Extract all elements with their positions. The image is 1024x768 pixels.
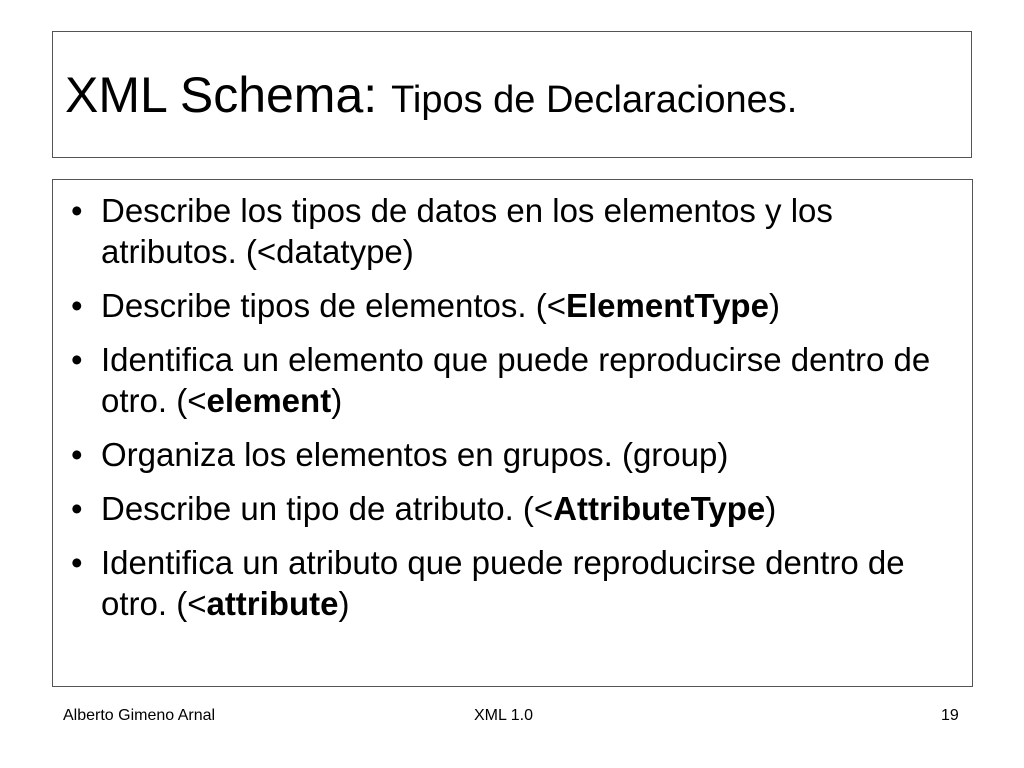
bullet-text-post: ) xyxy=(768,287,780,324)
footer-topic: XML 1.0 xyxy=(474,707,533,724)
bullet-text-bold: element xyxy=(206,382,332,419)
bullet-text-post: ) xyxy=(338,585,350,622)
slide-title xyxy=(65,66,798,123)
bullet-icon: • xyxy=(71,341,83,378)
bullet-text: Organiza los elementos en grupos. (group) xyxy=(101,436,729,473)
bullet-item xyxy=(65,190,952,272)
bullet-text: Identifica un atributo que puede reproducirse dentro de otro. (< xyxy=(101,544,905,622)
bullet-text: Describe un tipo de atributo. (< xyxy=(101,490,554,527)
bullet-text-bold: ElementType xyxy=(565,287,769,324)
bullet-text-bold: AttributeType xyxy=(553,490,766,527)
bullet-icon: • xyxy=(71,544,83,581)
bullet-text: Identifica un elemento que puede reproducirse dentro de otro. (< xyxy=(101,341,931,419)
bullet-item xyxy=(65,542,952,624)
bullet-item xyxy=(65,339,952,421)
slide-title-sub: Tipos de Declaraciones. xyxy=(391,78,798,121)
bullet-text-bold: attribute xyxy=(206,585,339,622)
bullet-text: Describe tipos de elementos. (< xyxy=(101,287,566,324)
bullet-icon: • xyxy=(71,192,83,229)
bullet-text-post: ) xyxy=(765,490,777,527)
bullet-text: Describe los tipos de datos en los elementos y los atributos. (<datatype) xyxy=(101,192,833,270)
bullet-icon: • xyxy=(71,436,83,473)
footer-author: Alberto Gimeno Arnal xyxy=(63,707,216,724)
bullet-item xyxy=(65,285,952,326)
footer-page-number: 19 xyxy=(941,707,959,724)
bullet-item xyxy=(65,434,952,475)
slide-title-box xyxy=(52,31,972,158)
bullet-list xyxy=(65,190,952,624)
bullet-item xyxy=(65,488,952,529)
bullet-icon: • xyxy=(71,490,83,527)
bullet-icon: • xyxy=(71,287,83,324)
bullet-text-post: ) xyxy=(331,382,343,419)
slide-content-box xyxy=(52,179,973,687)
slide-title-main: XML Schema: xyxy=(65,66,378,123)
